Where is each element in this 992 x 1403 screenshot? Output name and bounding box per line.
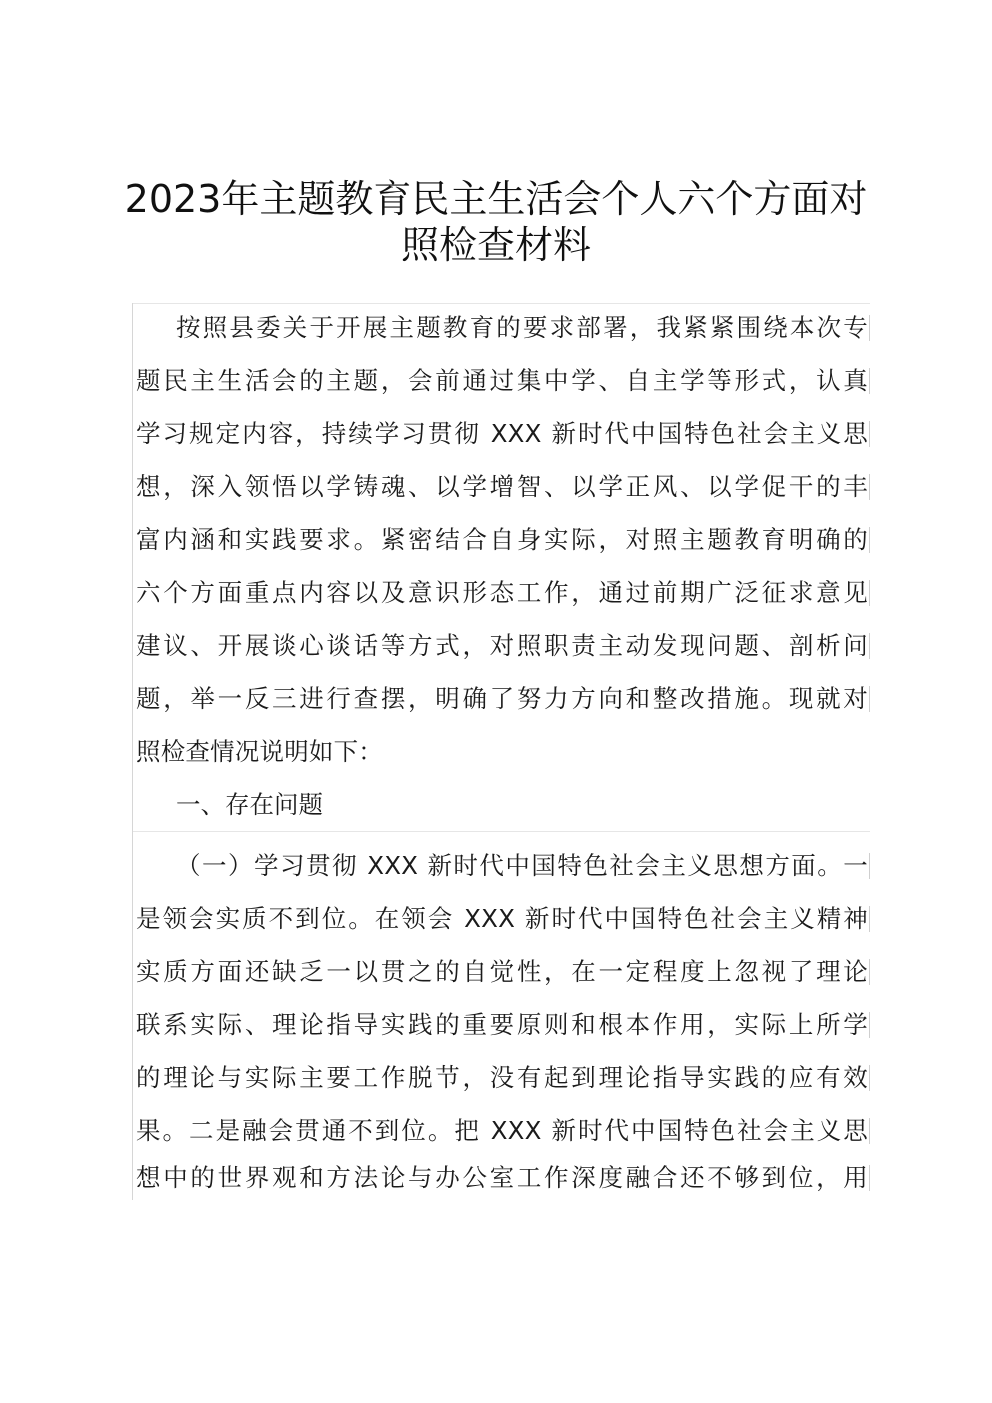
intro-line: 富内涵和实践要求。紧密结合自身实际，对照主题教育明确的 (136, 525, 868, 554)
right-rule-seg (869, 368, 870, 394)
intro-line: 想，深入领悟以学铸魂、以学增智、以学正风、以学促干的丰 (136, 472, 868, 501)
title-line-1: 2023年主题教育民主生活会个人六个方面对 (124, 177, 868, 221)
intro-line: 题民主生活会的主题，会前通过集中学、自主学等形式，认真 (136, 366, 868, 395)
section-line: 联系实际、理论指导实践的重要原则和根本作用，实际上所学 (136, 1010, 868, 1039)
section-line: 是领会实质不到位。在领会 XXX 新时代中国特色社会主义精神 (136, 904, 868, 933)
section-line: 实质方面还缺乏一以贯之的自觉性，在一定程度上忽视了理论 (136, 957, 868, 986)
right-rule-seg (869, 633, 870, 659)
intro-line: 题，举一反三进行查摆，明确了努力方向和整改措施。现就对 (136, 684, 868, 713)
right-rule-seg (869, 1165, 870, 1191)
section-line: 果。二是融会贯通不到位。把 XXX 新时代中国特色社会主义思 (136, 1116, 868, 1145)
right-rule-seg (869, 1012, 870, 1038)
document-title (100, 176, 892, 268)
title-line-2: 照检查材料 (400, 223, 591, 267)
right-rule-seg (869, 1065, 870, 1091)
section-line: （一）学习贯彻 XXX 新时代中国特色社会主义思想方面。一 (176, 851, 868, 880)
section-divider-rule (133, 831, 870, 832)
right-rule-seg (869, 1118, 870, 1144)
right-rule-seg (869, 906, 870, 932)
right-rule-seg (869, 315, 870, 341)
intro-line: 建议、开展谈心谈话等方式，对照职责主动发现问题、剖析问 (136, 631, 868, 660)
intro-line: 按照县委关于开展主题教育的要求部署，我紧紧围绕本次专 (176, 313, 868, 342)
left-margin-rule (132, 303, 133, 1200)
right-rule-seg (869, 474, 870, 500)
section-heading: 一、存在问题 (176, 790, 323, 819)
section-line: 的理论与实际主要工作脱节，没有起到理论指导实践的应有效 (136, 1063, 868, 1092)
right-rule-seg (869, 580, 870, 606)
section-line: 想中的世界观和方法论与办公室工作深度融合还不够到位，用 (136, 1163, 868, 1192)
right-rule-seg (869, 421, 870, 447)
right-rule-seg (869, 686, 870, 712)
intro-line: 六个方面重点内容以及意识形态工作，通过前期广泛征求意见 (136, 578, 868, 607)
intro-line: 照检查情况说明如下： (136, 737, 383, 766)
intro-line: 学习规定内容，持续学习贯彻 XXX 新时代中国特色社会主义思 (136, 419, 868, 448)
right-rule-seg (869, 959, 870, 985)
right-rule-seg (869, 527, 870, 553)
right-rule-seg (869, 853, 870, 879)
